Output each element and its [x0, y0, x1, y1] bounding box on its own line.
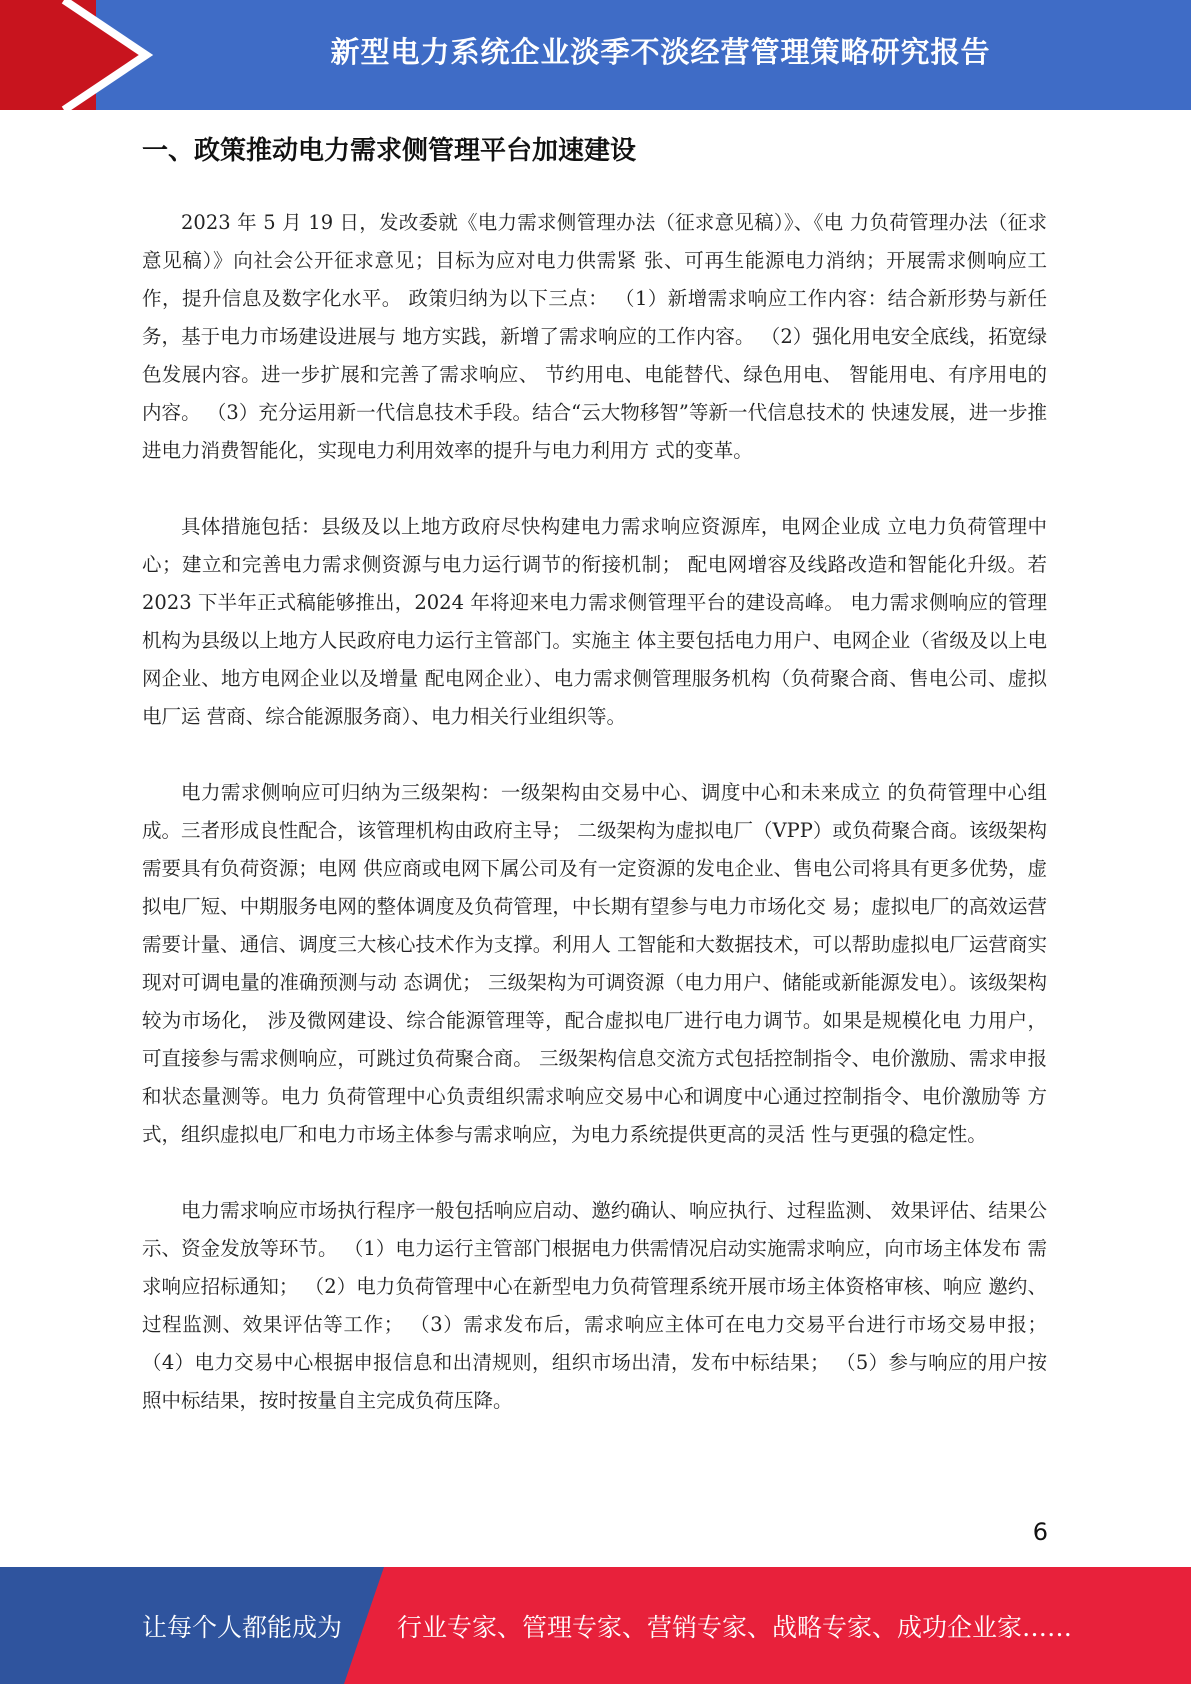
footer-slogan-left: 让每个人都能成为 — [142, 1612, 343, 1642]
footer-slogan-right: 行业专家、管理专家、营销专家、战略专家、成功企业家…… — [397, 1612, 1073, 1642]
body-content — [142, 204, 1047, 1458]
report-title: 新型电力系统企业淡季不淡经营管理策略研究报告 — [330, 34, 991, 69]
section-heading: 一、政策推动电力需求侧管理平台加速建设 — [142, 136, 637, 166]
paragraph-measures: 具体措施包括：县级及以上地方政府尽快构建电力需求响应资源库，电网企业成 立电力负荷管理中心；建立和完善电力需求侧资源与电力运行调节的衔接机制； 配电网增容及线路改造和智能化升级。若 2023 下半年正式稿能够推出，2024 年将迎来电力需求侧管理平台的建设高峰。 电力需求侧响应的管理机构为县级以上地方人民政府电力运行主管部门。实施主 体主要包括电力用户、电网企业（省级及以上电网企业、地方电网企业以及增量 配电网企业）、电力需求侧管理服务机构（负荷聚合商、售电公司、虚拟电厂运 营商、综合能源服务商）、电力相关行业组织等。 — [142, 515, 1047, 728]
header-banner — [0, 0, 1191, 110]
footer-banner — [0, 1567, 1191, 1684]
paragraph-architecture: 电力需求侧响应可归纳为三级架构：一级架构由交易中心、调度中心和未来成立 的负荷管理中心组成。三者形成良性配合，该管理机构由政府主导； 二级架构为虚拟电厂（VPP）或负荷聚合商。该级架构需要具有负荷资源；电网 供应商或电网下属公司及有一定资源的发电企业、售电公司将具有更多优势，虚 拟电厂短、中期服务电网的整体调度及负荷管理，中长期有望参与电力市场化交 易；虚拟电厂的高效运营需要计量、通信、调度三大核心技术作为支撑。利用人 工智能和大数据技术，可以帮助虚拟电厂运营商实现对可调电量的准确预测与动 态调优； 三级架构为可调资源（电力用户、储能或新能源发电）。该级架构较为市场化， 涉及微网建设、综合能源管理等，配合虚拟电厂进行电力调节。如果是规模化电 力用户，可直接参与需求侧响应，可跳过负荷聚合商。 三级架构信息交流方式包括控制指令、电价激励、需求申报和状态量测等。电力 负荷管理中心负责组织需求响应交易中心和调度中心通过控制指令、电价激励等 方式，组织虚拟电厂和电力市场主体参与需求响应，为电力系统提供更高的灵活 性与更强的稳定性。 — [142, 781, 1047, 1146]
paragraph-policy: 2023 年 5 月 19 日，发改委就《电力需求侧管理办法（征求意见稿）》、《电 力负荷管理办法（征求意见稿）》向社会公开征求意见；目标为应对电力供需紧 张、可再生能源电力消纳；开展需求侧响应工作，提升信息及数字化水平。 政策归纳为以下三点： （1）新增需求响应工作内容：结合新形势与新任务，基于电力市场建设进展与 地方实践，新增了需求响应的工作内容。 （2）强化用电安全底线，拓宽绿色发展内容。进一步扩展和完善了需求响应、 节约用电、电能替代、绿色用电、 智能用电、有序用电的内容。 （3）充分运用新一代信息技术手段。结合“云大物移智”等新一代信息技术的 快速发展，进一步推进电力消费智能化，实现电力利用效率的提升与电力利用方 式的变革。 — [142, 211, 1047, 462]
paragraph-procedure: 电力需求响应市场执行程序一般包括响应启动、邀约确认、响应执行、过程监测、 效果评估、结果公示、资金发放等环节。 （1）电力运行主管部门根据电力供需情况启动实施需求响应，向市场主体发布 需求响应招标通知； （2）电力负荷管理中心在新型电力负荷管理系统开展市场主体资格审核、响应 邀约、过程监测、效果评估等工作； （3）需求发布后，需求响应主体可在电力交易平台进行市场交易申报； （4）电力交易中心根据申报信息和出清规则，组织市场出清，发布中标结果； （5）参与响应的用户按照中标结果，按时按量自主完成负荷压降。 — [142, 1199, 1047, 1412]
page-number: 6 — [1032, 1518, 1048, 1546]
